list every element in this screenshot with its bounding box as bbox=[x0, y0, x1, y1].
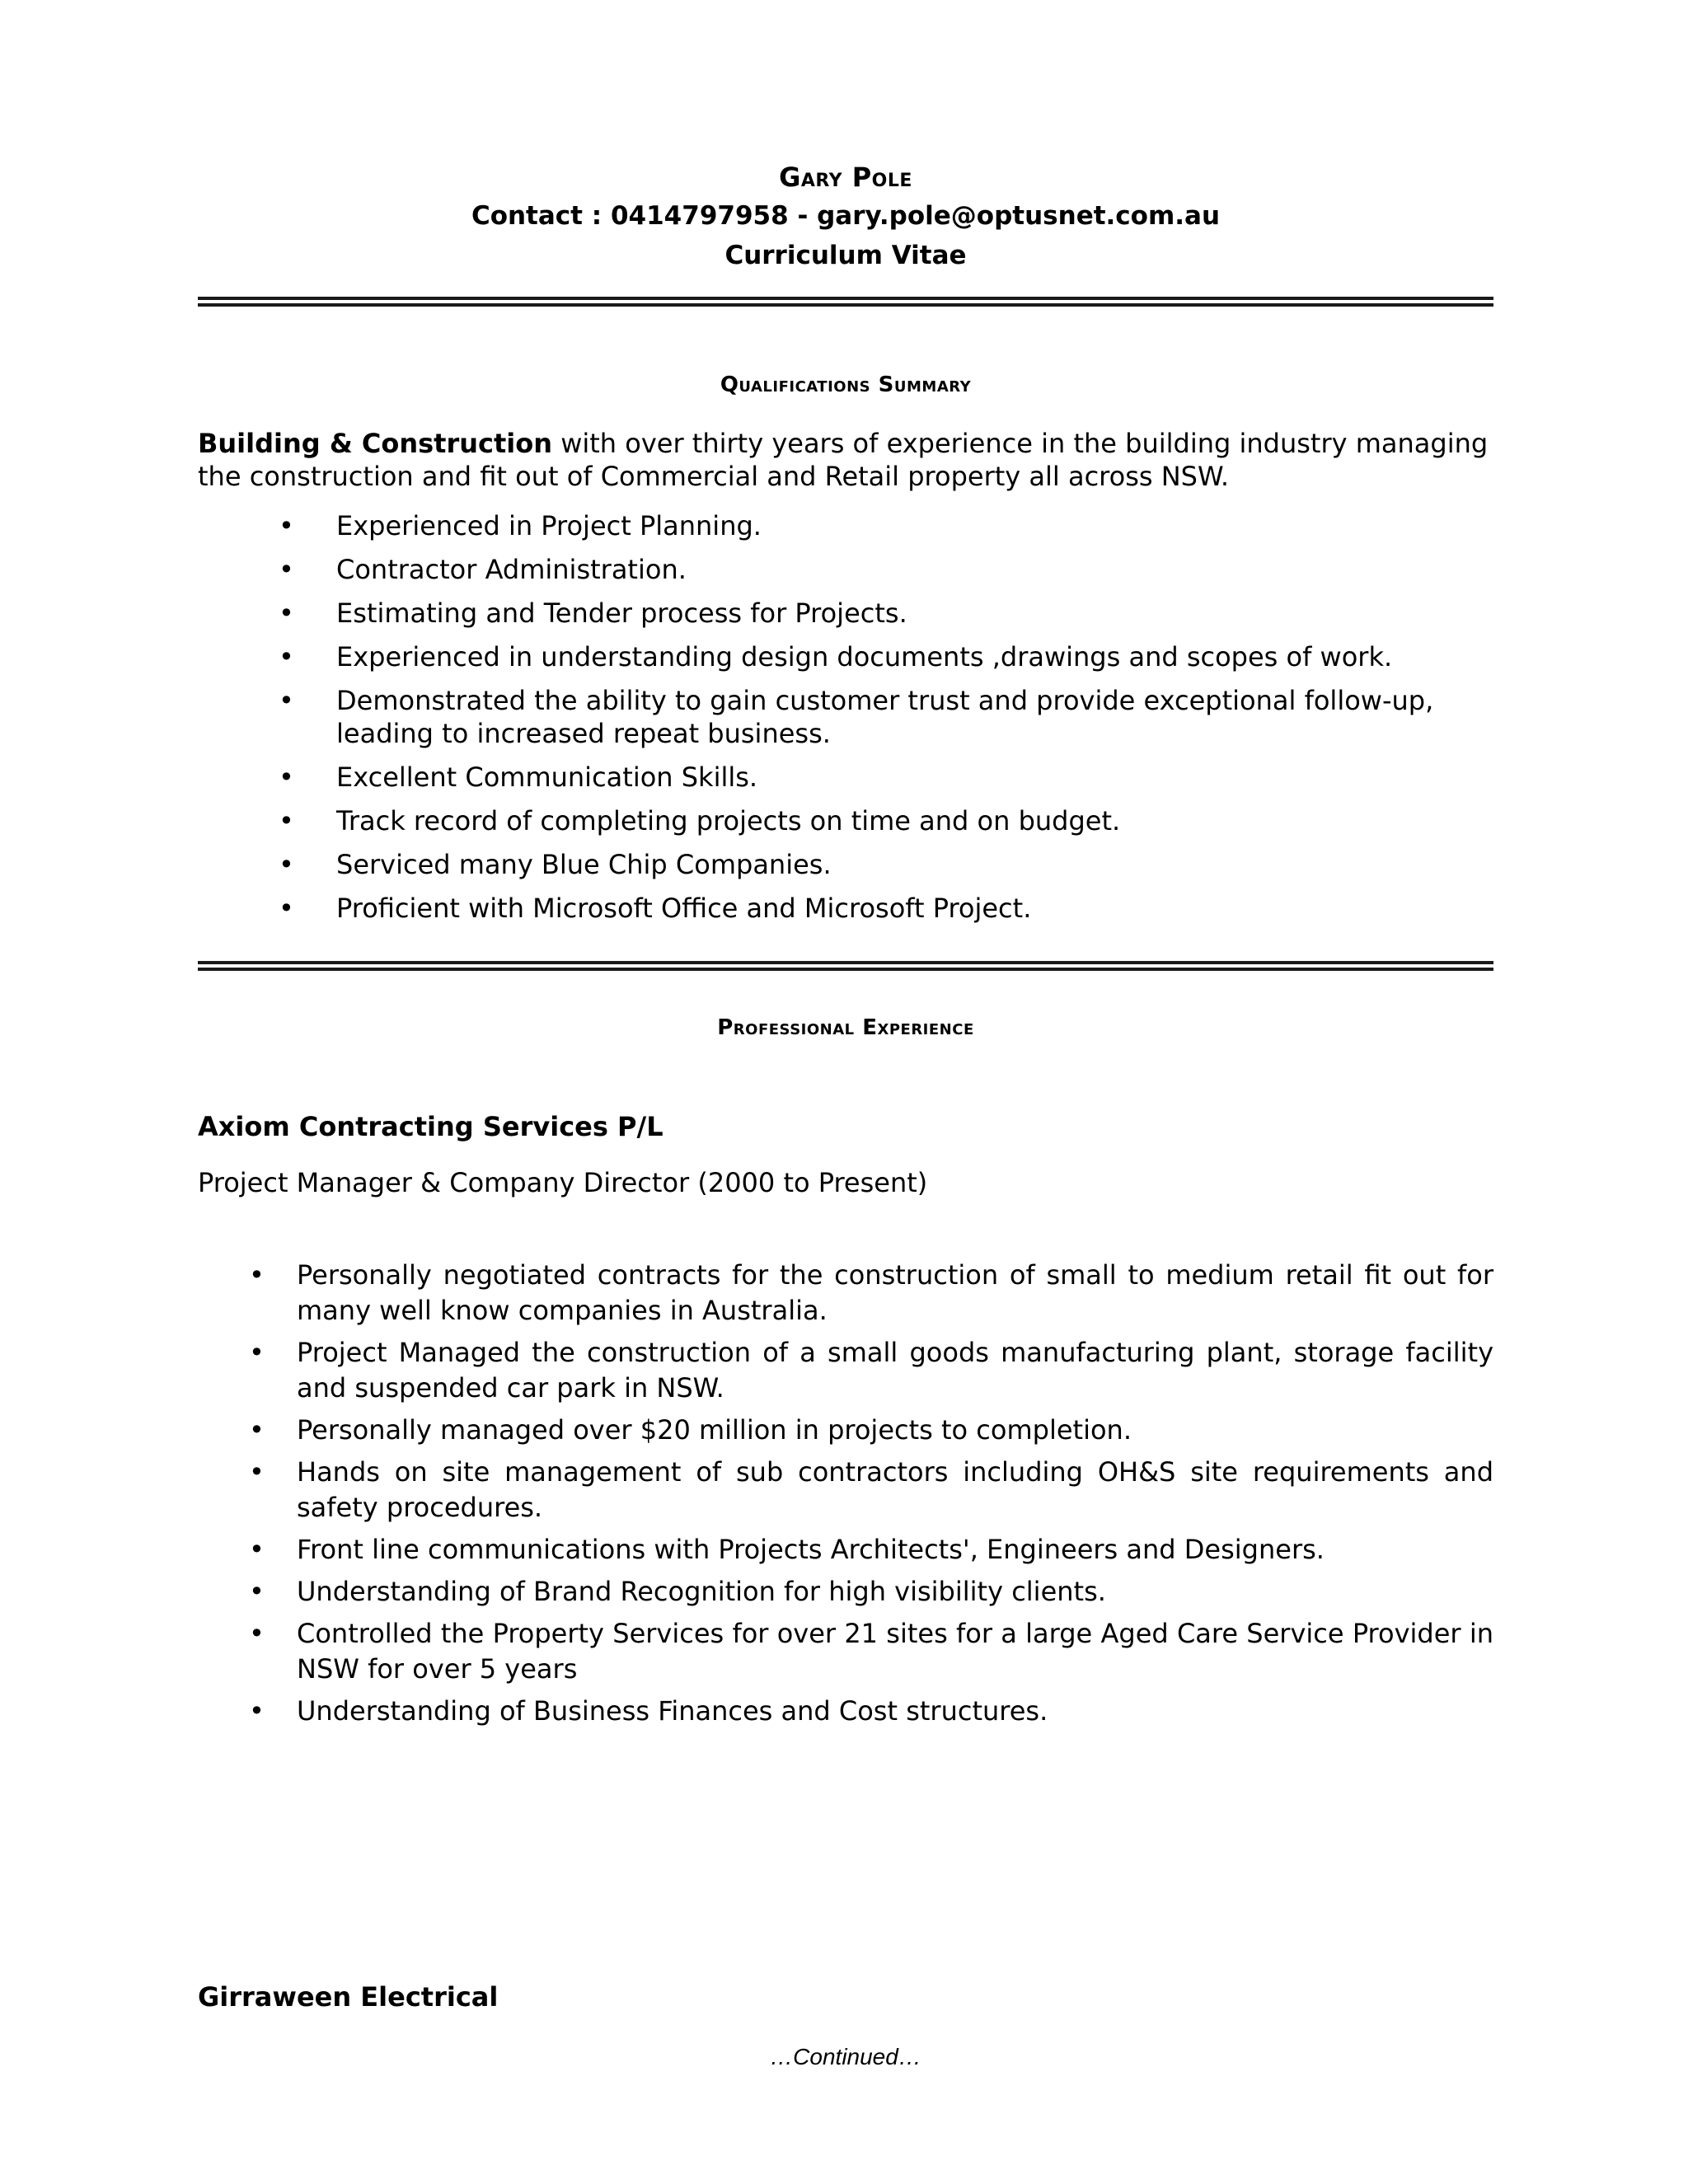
list-item: • Demonstrated the ability to gain customer trust and provide exceptional follow-up, leading to increased repeat business. bbox=[198, 684, 1493, 750]
list-item: • Controlled the Property Services for over 21 sites for a large Aged Care Service Provider in NSW for over 5 years bbox=[198, 1616, 1493, 1687]
section-divider bbox=[198, 961, 1493, 971]
qualifications-heading: Qualifications Summary bbox=[720, 373, 972, 397]
experience-heading: Professional Experience bbox=[717, 1015, 974, 1040]
continued-footer: …Continued… bbox=[770, 2044, 921, 2069]
experience-list bbox=[198, 1258, 1493, 1736]
company-name: Girraween Electrical bbox=[198, 1981, 499, 2013]
list-item: • Hands on site management of sub contractors including OH&S site requirements and safety procedures. bbox=[198, 1455, 1493, 1526]
list-item: • Experienced in understanding design documents ,drawings and scopes of work. bbox=[198, 640, 1493, 673]
resume-page bbox=[198, 0, 1493, 2184]
list-item: • Contractor Administration. bbox=[198, 553, 1493, 586]
job-role: Project Manager & Company Director (2000 to Present) bbox=[198, 1167, 928, 1198]
document-title: Curriculum Vitae bbox=[724, 241, 967, 270]
list-item: • Understanding of Business Finances and Cost structures. bbox=[198, 1694, 1493, 1729]
section-divider bbox=[198, 297, 1493, 307]
list-item: • Front line communications with Projects Architects', Engineers and Designers. bbox=[198, 1532, 1493, 1568]
contact-line: Contact : 0414797958 - gary.pole@optusnet.com.au bbox=[471, 201, 1221, 231]
list-item: • Project Managed the construction of a small goods manufacturing plant, storage facility and suspended car park in NSW. bbox=[198, 1335, 1493, 1406]
candidate-name: Gary Pole bbox=[779, 162, 912, 193]
qualifications-intro bbox=[198, 427, 1493, 493]
list-item: • Personally negotiated contracts for the construction of small to medium retail fit out for many well know companies in Australia. bbox=[198, 1258, 1493, 1329]
list-item: • Serviced many Blue Chip Companies. bbox=[198, 848, 1493, 881]
list-item: • Personally managed over $20 million in projects to completion. bbox=[198, 1413, 1493, 1448]
list-item: • Understanding of Brand Recognition for high visibility clients. bbox=[198, 1574, 1493, 1610]
qualifications-list bbox=[198, 509, 1493, 935]
list-item: • Estimating and Tender process for Projects. bbox=[198, 597, 1493, 630]
list-item: • Proficient with Microsoft Office and Microsoft Project. bbox=[198, 892, 1493, 925]
intro-text: with over thirty years of experience in the building industry managing the construction and fit out of Commercial and Retail property all across NSW. bbox=[198, 428, 1489, 492]
intro-bold-text: Building & Construction bbox=[198, 428, 553, 459]
list-item: • Experienced in Project Planning. bbox=[198, 509, 1493, 542]
list-item: • Excellent Communication Skills. bbox=[198, 761, 1493, 794]
company-name: Axiom Contracting Services P/L bbox=[198, 1111, 663, 1142]
list-item: • Track record of completing projects on time and on budget. bbox=[198, 804, 1493, 837]
